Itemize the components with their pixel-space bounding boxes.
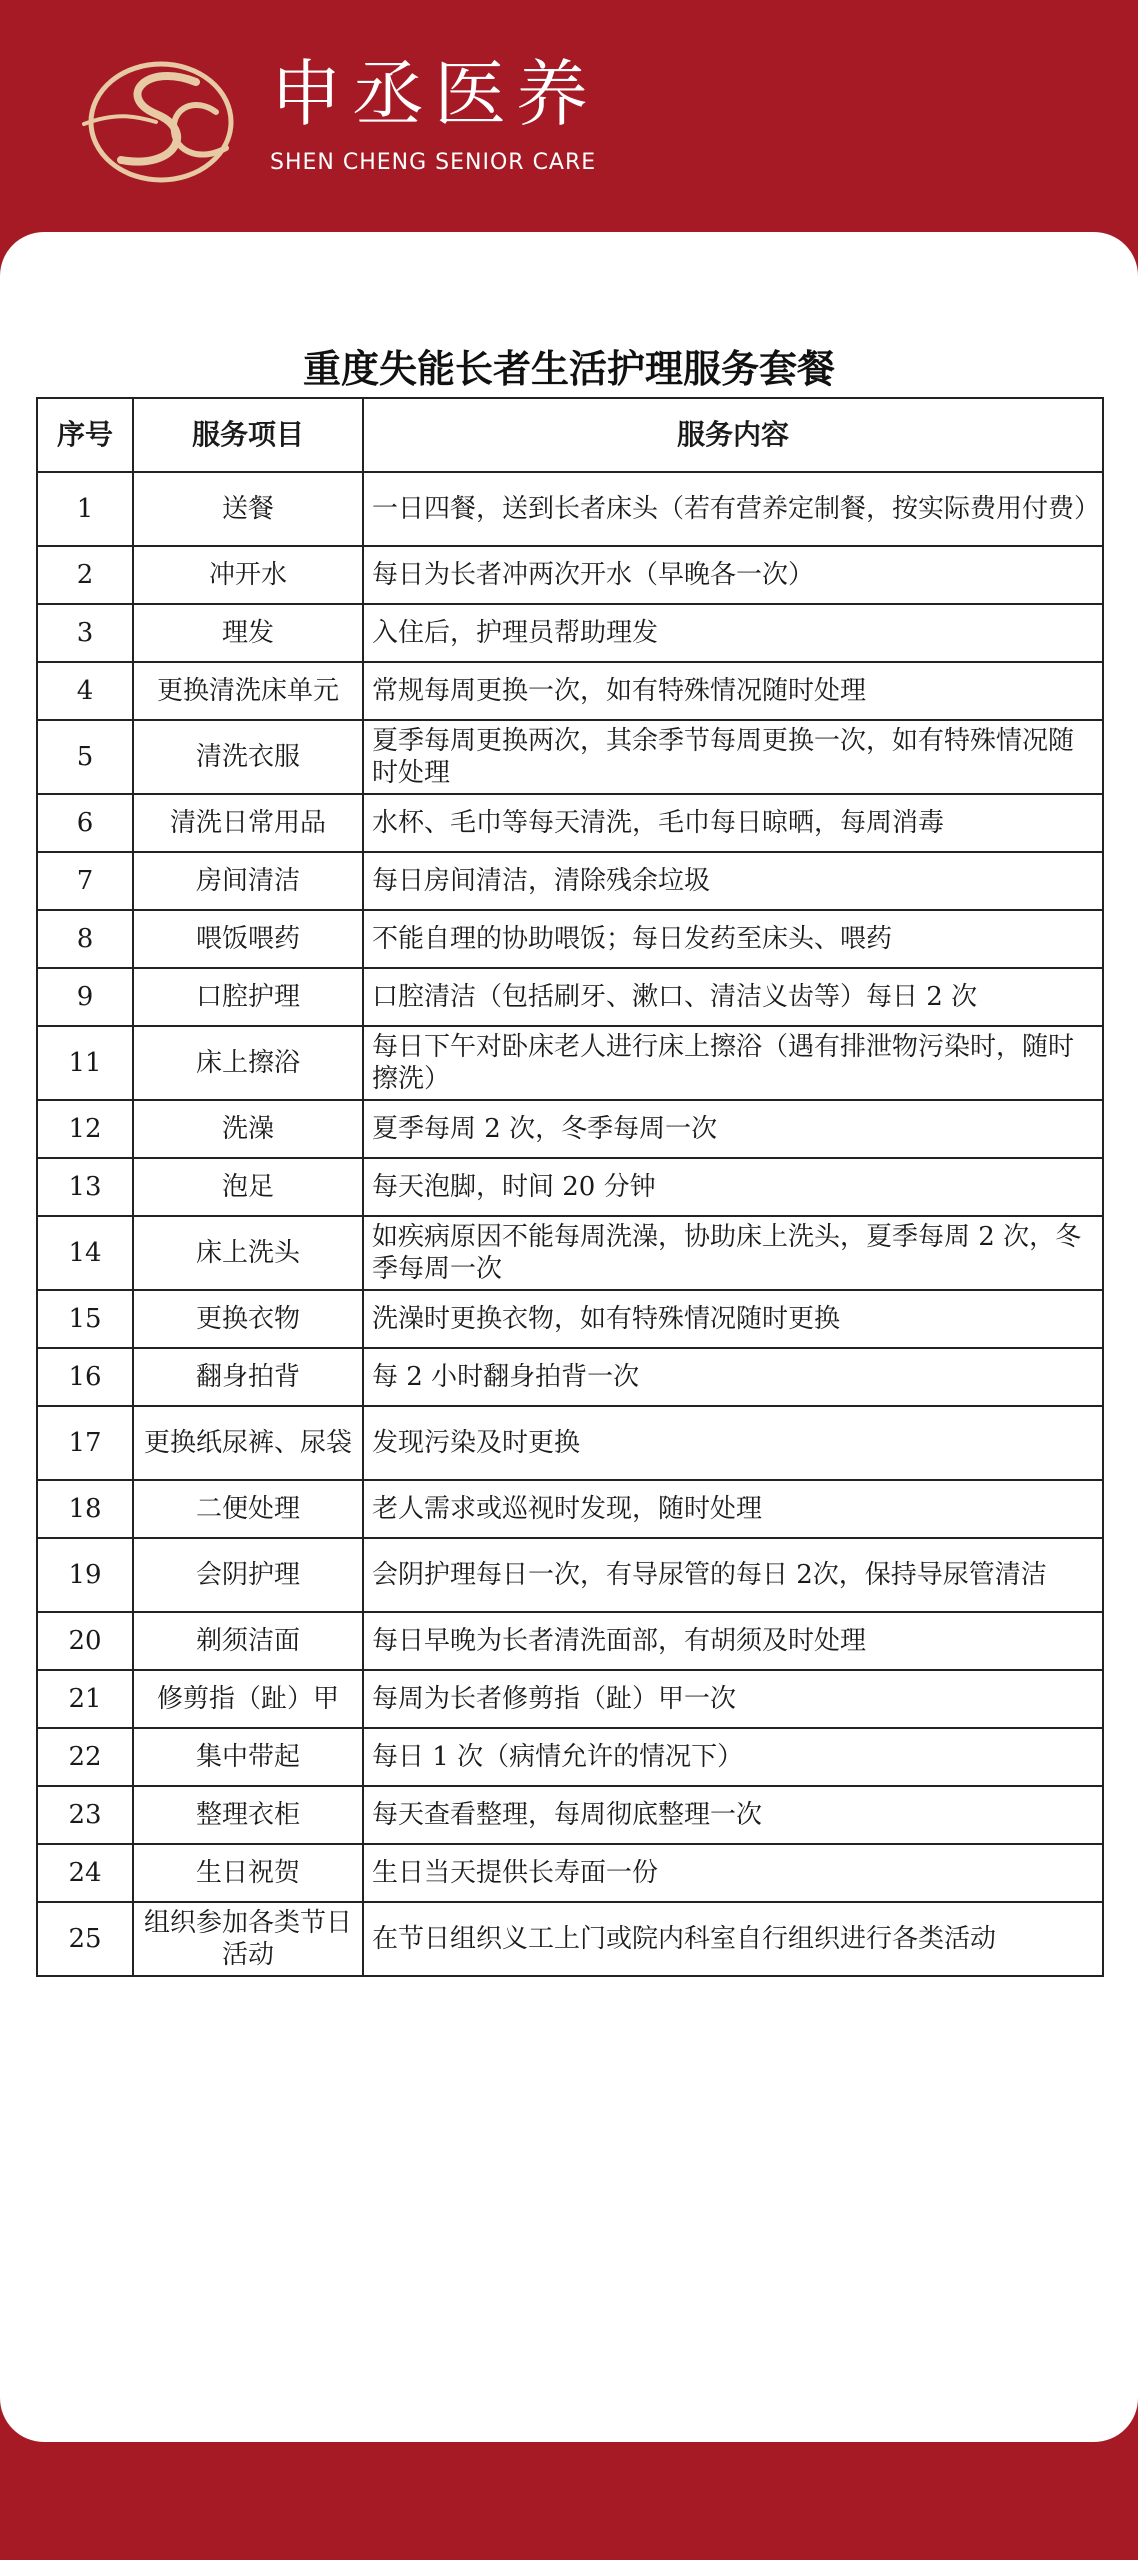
row-item: 生日祝贺: [133, 1844, 363, 1902]
row-content: 每日 1 次（病情允许的情况下）: [363, 1728, 1103, 1786]
header: [0, 0, 1138, 240]
row-no: 24: [37, 1844, 133, 1902]
row-no: 13: [37, 1158, 133, 1216]
row-item: 洗澡: [133, 1100, 363, 1158]
row-no: 7: [37, 852, 133, 910]
row-content: 水杯、毛巾等每天清洗，毛巾每日晾晒，每周消毒: [363, 794, 1103, 852]
header-no: 序号: [37, 398, 133, 472]
table-row: [37, 1902, 1103, 1976]
row-item: 会阴护理: [133, 1538, 363, 1612]
table-row: [37, 720, 1103, 794]
table-row: [37, 1406, 1103, 1480]
row-item: 清洗日常用品: [133, 794, 363, 852]
row-item: 集中带起: [133, 1728, 363, 1786]
table-row: [37, 1480, 1103, 1538]
table-row: [37, 1844, 1103, 1902]
row-item: 翻身拍背: [133, 1348, 363, 1406]
row-no: 22: [37, 1728, 133, 1786]
row-no: 11: [37, 1026, 133, 1100]
row-content: 夏季每周 2 次，冬季每周一次: [363, 1100, 1103, 1158]
table-row: [37, 794, 1103, 852]
table-row: [37, 1728, 1103, 1786]
table-row: [37, 852, 1103, 910]
row-no: 4: [37, 662, 133, 720]
table-row: [37, 472, 1103, 546]
row-item: 喂饭喂药: [133, 910, 363, 968]
row-no: 14: [37, 1216, 133, 1290]
row-no: 25: [37, 1902, 133, 1976]
row-item: 修剪指（趾）甲: [133, 1670, 363, 1728]
logo-monogram-icon: [76, 52, 246, 192]
row-no: 15: [37, 1290, 133, 1348]
brand-name: 申丞医养: [270, 52, 599, 136]
row-item: 清洗衣服: [133, 720, 363, 794]
row-no: 5: [37, 720, 133, 794]
row-no: 23: [37, 1786, 133, 1844]
brand-tagline: SHEN CHENG SENIOR CARE: [270, 150, 597, 175]
row-no: 6: [37, 794, 133, 852]
row-content: 口腔清洁（包括刷牙、漱口、清洁义齿等）每日 2 次: [363, 968, 1103, 1026]
row-content: 在节日组织义工上门或院内科室自行组织进行各类活动: [363, 1902, 1103, 1976]
row-no: 1: [37, 472, 133, 546]
row-no: 12: [37, 1100, 133, 1158]
row-content: 每日下午对卧床老人进行床上擦浴（遇有排泄物污染时，随时擦洗）: [363, 1026, 1103, 1100]
row-item: 更换衣物: [133, 1290, 363, 1348]
row-no: 17: [37, 1406, 133, 1480]
row-content: 入住后，护理员帮助理发: [363, 604, 1103, 662]
table-row: [37, 1026, 1103, 1100]
row-content: 每日早晚为长者清洗面部，有胡须及时处理: [363, 1612, 1103, 1670]
row-item: 更换纸尿裤、尿袋: [133, 1406, 363, 1480]
table-row: [37, 910, 1103, 968]
row-item: 组织参加各类节日活动: [133, 1902, 363, 1976]
row-content: 不能自理的协助喂饭；每日发药至床头、喂药: [363, 910, 1103, 968]
row-item: 整理衣柜: [133, 1786, 363, 1844]
table-row: [37, 968, 1103, 1026]
row-item: 二便处理: [133, 1480, 363, 1538]
table-row: [37, 1612, 1103, 1670]
row-item: 冲开水: [133, 546, 363, 604]
table-header-row: [37, 398, 1103, 472]
row-content: 会阴护理每日一次，有导尿管的每日 2次，保持导尿管清洁: [363, 1538, 1103, 1612]
row-item: 房间清洁: [133, 852, 363, 910]
row-no: 9: [37, 968, 133, 1026]
row-content: 常规每周更换一次，如有特殊情况随时处理: [363, 662, 1103, 720]
table-row: [37, 1216, 1103, 1290]
table-row: [37, 604, 1103, 662]
row-item: 床上擦浴: [133, 1026, 363, 1100]
table-row: [37, 1100, 1103, 1158]
table-row: [37, 1290, 1103, 1348]
header-content: 服务内容: [363, 398, 1103, 472]
row-content: 每日房间清洁，清除残余垃圾: [363, 852, 1103, 910]
row-item: 床上洗头: [133, 1216, 363, 1290]
row-content: 夏季每周更换两次，其余季节每周更换一次，如有特殊情况随时处理: [363, 720, 1103, 794]
table-row: [37, 1348, 1103, 1406]
table-row: [37, 662, 1103, 720]
row-item: 剃须洁面: [133, 1612, 363, 1670]
row-item: 送餐: [133, 472, 363, 546]
row-content: 如疾病原因不能每周洗澡，协助床上洗头，夏季每周 2 次，冬季每周一次: [363, 1216, 1103, 1290]
row-no: 21: [37, 1670, 133, 1728]
row-item: 理发: [133, 604, 363, 662]
row-no: 2: [37, 546, 133, 604]
row-no: 8: [37, 910, 133, 968]
header-item: 服务项目: [133, 398, 363, 472]
row-no: 20: [37, 1612, 133, 1670]
row-no: 18: [37, 1480, 133, 1538]
row-content: 每 2 小时翻身拍背一次: [363, 1348, 1103, 1406]
row-content: 一日四餐，送到长者床头（若有营养定制餐，按实际费用付费）: [363, 472, 1103, 546]
table-row: [37, 1670, 1103, 1728]
table-row: [37, 1538, 1103, 1612]
row-content: 洗澡时更换衣物，如有特殊情况随时更换: [363, 1290, 1103, 1348]
row-content: 老人需求或巡视时发现，随时处理: [363, 1480, 1103, 1538]
row-no: 3: [37, 604, 133, 662]
row-item: 更换清洗床单元: [133, 662, 363, 720]
row-content: 每天泡脚，时间 20 分钟: [363, 1158, 1103, 1216]
row-item: 泡足: [133, 1158, 363, 1216]
row-no: 19: [37, 1538, 133, 1612]
row-content: 生日当天提供长寿面一份: [363, 1844, 1103, 1902]
row-content: 每日为长者冲两次开水（早晚各一次）: [363, 546, 1103, 604]
row-content: 发现污染及时更换: [363, 1406, 1103, 1480]
table-row: [37, 1158, 1103, 1216]
row-item: 口腔护理: [133, 968, 363, 1026]
service-table: [36, 397, 1104, 1977]
document-title: 重度失能长者生活护理服务套餐: [302, 347, 835, 391]
table-row: [37, 546, 1103, 604]
row-no: 16: [37, 1348, 133, 1406]
table-row: [37, 1786, 1103, 1844]
row-content: 每天查看整理，每周彻底整理一次: [363, 1786, 1103, 1844]
row-content: 每周为长者修剪指（趾）甲一次: [363, 1670, 1103, 1728]
